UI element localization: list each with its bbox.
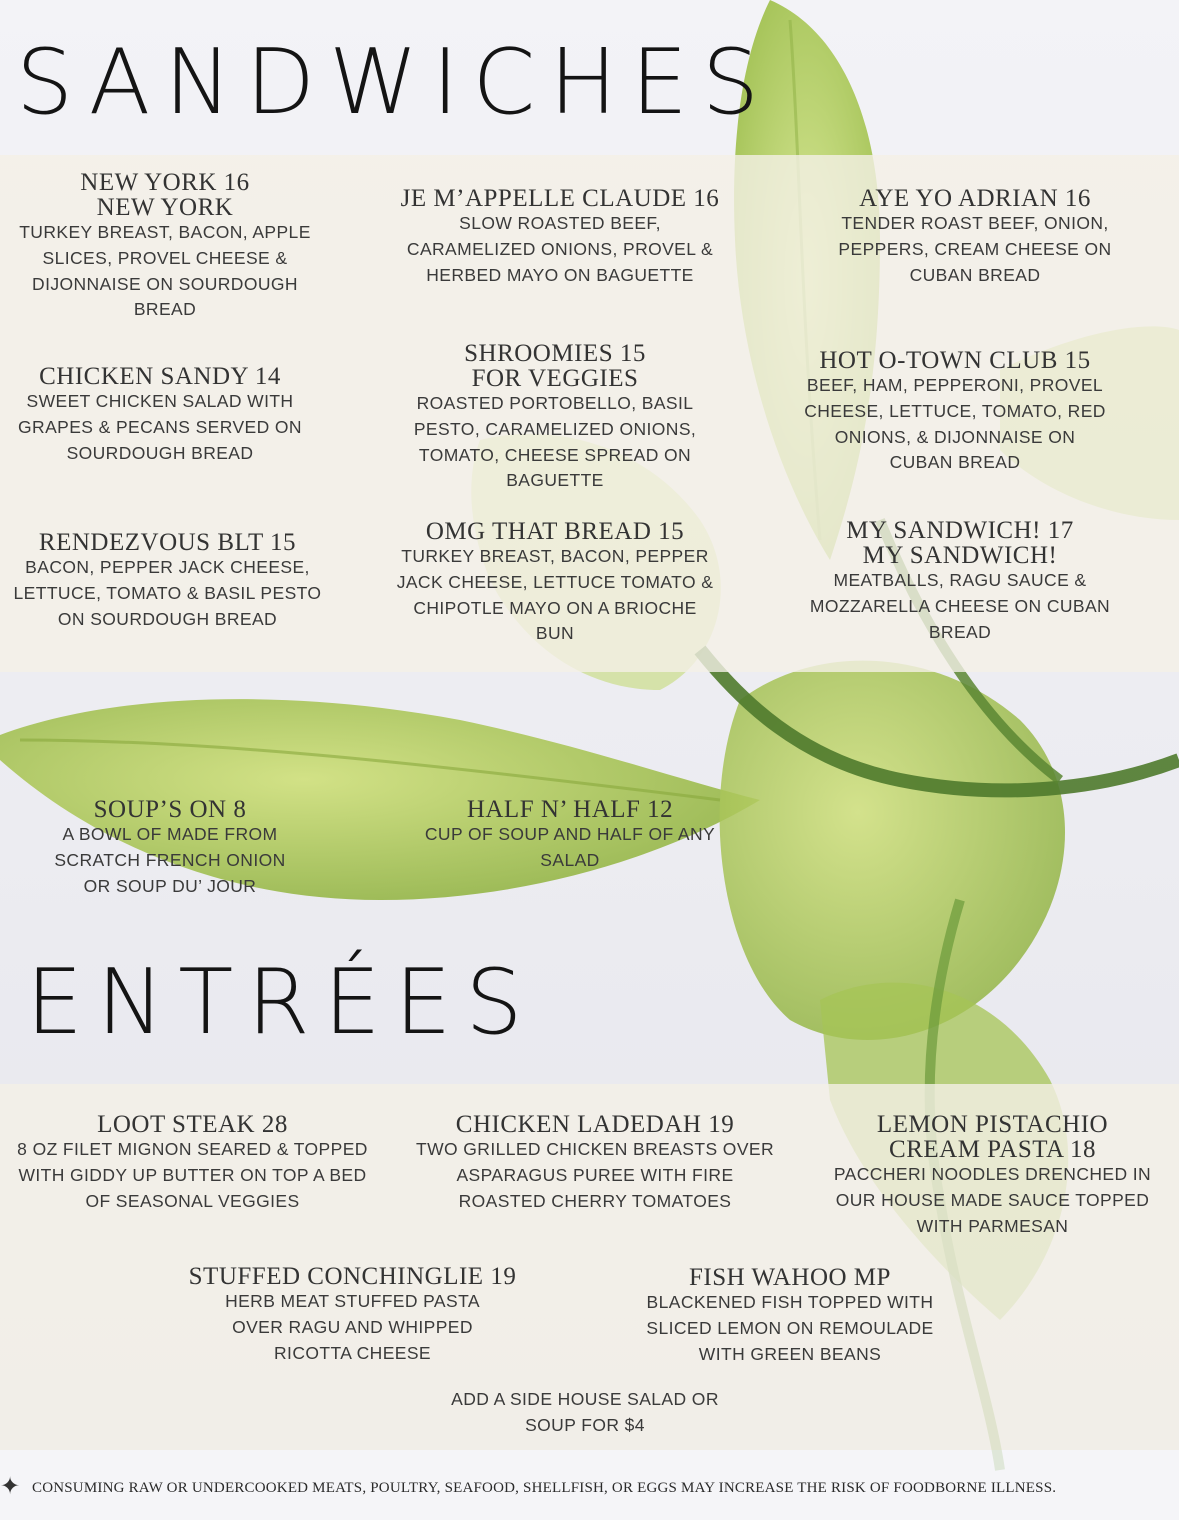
item-description: TWO GRILLED CHICKEN BREASTS OVER ASPARAGUS PUREE WITH FIRE ROASTED CHERRY TOMATOES bbox=[416, 1139, 774, 1211]
menu-item bbox=[620, 1265, 960, 1367]
menu-item bbox=[0, 1112, 385, 1214]
item-description: CUP OF SOUP AND HALF OF ANY SALAD bbox=[424, 824, 716, 870]
item-name: MY SANDWICH! 17 MY SANDWICH! bbox=[846, 517, 1074, 569]
menu-item bbox=[135, 1264, 570, 1366]
item-description: BACON, PEPPER JACK CHEESE, LETTUCE, TOMATO & BASIL PESTO ON SOURDOUGH BREAD bbox=[13, 557, 322, 629]
item-name: CHICKEN SANDY 14 bbox=[39, 363, 281, 390]
item-name: LOOT STEAK 28 bbox=[97, 1111, 288, 1138]
menu-item bbox=[0, 364, 320, 466]
menu-item bbox=[20, 797, 320, 899]
item-description: MEATBALLS, RAGU SAUCE & MOZZARELLA CHEESE ON CUBAN BREAD bbox=[809, 570, 1111, 642]
menu-item bbox=[5, 170, 325, 323]
item-name: FISH WAHOO MP bbox=[689, 1264, 891, 1291]
item-name: LEMON PISTACHIO CREAM PASTA 18 bbox=[876, 1111, 1109, 1163]
item-description: BLACKENED FISH TOPPED WITH SLICED LEMON ON REMOULADE WITH GREEN BEANS bbox=[646, 1292, 934, 1364]
item-description: ROASTED PORTOBELLO, BASIL PESTO, CARAMELIZED ONIONS, TOMATO, CHEESE SPREAD ON BAGUETTE bbox=[413, 393, 697, 491]
sandwiches-heading: SANDWICHES bbox=[16, 30, 774, 135]
menu-item bbox=[405, 1112, 785, 1214]
item-description: SWEET CHICKEN SALAD WITH GRAPES & PECANS SERVED ON SOURDOUGH BREAD bbox=[18, 391, 302, 463]
disclaimer-text: CONSUMING RAW OR UNDERCOOKED MEATS, POULTRY, SEAFOOD, SHELLFISH, OR EGGS MAY INCREASE THE RISK OF FOODBORNE ILLNESS. bbox=[32, 1480, 1057, 1496]
menu-item bbox=[0, 530, 335, 632]
item-name: CHICKEN LADEDAH 19 bbox=[455, 1111, 735, 1138]
sparkle-icon: ✦ bbox=[0, 1473, 21, 1500]
item-description: A BOWL OF MADE FROM SCRATCH FRENCH ONION OR SOUP DU’ JOUR bbox=[54, 824, 286, 896]
item-name: AYE YO ADRIAN 16 bbox=[859, 185, 1091, 212]
menu-item bbox=[365, 186, 755, 288]
menu-item bbox=[815, 1112, 1170, 1239]
item-name: SHROOMIES 15 FOR VEGGIES bbox=[464, 340, 646, 392]
entrees-heading: ENTRÉES bbox=[26, 950, 537, 1055]
item-description: HERB MEAT STUFFED PASTA OVER RAGU AND WHIPPED RICOTTA CHEESE bbox=[225, 1291, 480, 1363]
item-name: RENDEZVOUS BLT 15 bbox=[38, 529, 297, 556]
item-description: BEEF, HAM, PEPPERONI, PROVEL CHEESE, LETTUCE, TOMATO, RED ONIONS, & DIJONNAISE ON CUBAN BREAD bbox=[804, 375, 1106, 473]
item-name: JE M’APPELLE CLAUDE 16 bbox=[400, 185, 720, 212]
item-name: SOUP’S ON 8 bbox=[93, 796, 247, 823]
item-name: STUFFED CONCHINGLIE 19 bbox=[188, 1263, 517, 1290]
food-safety-disclaimer bbox=[0, 1474, 1179, 1504]
item-name: NEW YORK 16 NEW YORK bbox=[80, 169, 250, 221]
side-add-on-note: ADD A SIDE HOUSE SALAD OR SOUP FOR $4 bbox=[451, 1389, 719, 1435]
item-name: HALF N’ HALF 12 bbox=[466, 796, 674, 823]
menu-item bbox=[820, 186, 1130, 288]
menu-item bbox=[790, 518, 1130, 645]
menu-item bbox=[385, 519, 725, 647]
item-name: HOT O-TOWN CLUB 15 bbox=[819, 347, 1091, 374]
item-description: PACCHERI NOODLES DRENCHED IN OUR HOUSE MADE SAUCE TOPPED WITH PARMESAN bbox=[833, 1164, 1152, 1236]
item-description: TENDER ROAST BEEF, ONION, PEPPERS, CREAM CHEESE ON CUBAN BREAD bbox=[838, 213, 1112, 285]
item-description: TURKEY BREAST, BACON, APPLE SLICES, PROVEL CHEESE & DIJONNAISE ON SOURDOUGH BREAD bbox=[19, 222, 311, 320]
menu-item bbox=[790, 348, 1120, 476]
menu-item bbox=[400, 797, 740, 874]
item-name: OMG THAT BREAD 15 bbox=[425, 518, 685, 545]
menu-item bbox=[400, 341, 710, 494]
item-description: SLOW ROASTED BEEF, CARAMELIZED ONIONS, PROVEL & HERBED MAYO ON BAGUETTE bbox=[406, 213, 714, 285]
item-description: 8 OZ FILET MIGNON SEARED & TOPPED WITH GIDDY UP BUTTER ON TOP A BED OF SEASONAL VEGGIES bbox=[17, 1139, 368, 1211]
item-description: TURKEY BREAST, BACON, PEPPER JACK CHEESE, LETTUCE TOMATO & CHIPOTLE MAYO ON A BRIOCHE BUN bbox=[396, 546, 714, 644]
